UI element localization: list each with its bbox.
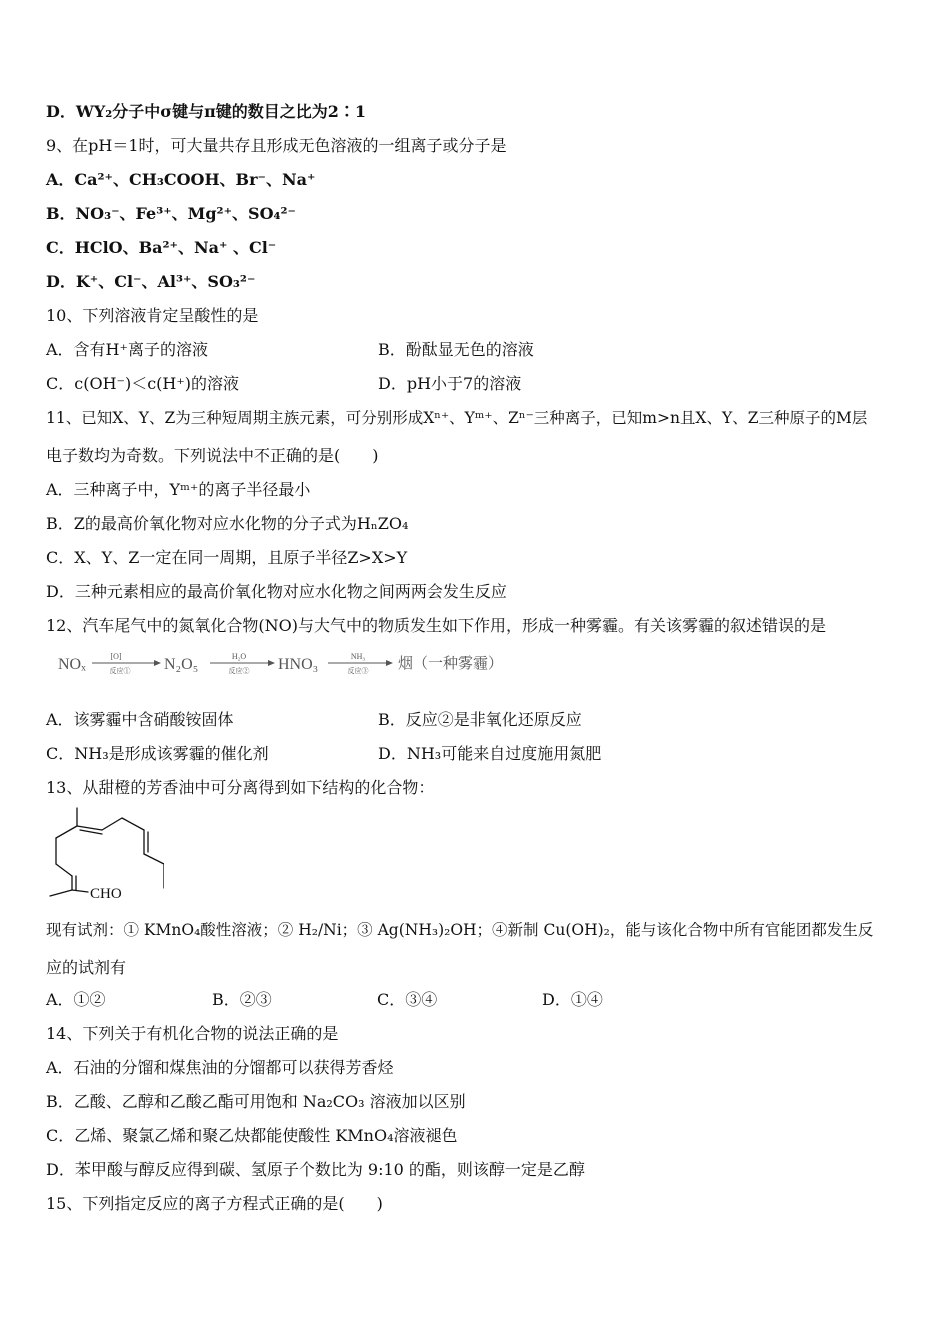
scheme-smog: 烟（一种雾霾） (398, 656, 504, 672)
question-12-option-c: C．NH₃是形成该雾霾的催化剂 (46, 744, 269, 763)
question-9-option-a: A．Ca²⁺、CH₃COOH、Br⁻、Na⁺ (46, 170, 316, 189)
question-10-option-a: A．含有H⁺离子的溶液 (46, 340, 208, 359)
question-13-option-b: B．②③ (212, 990, 272, 1009)
question-12-stem: 12、汽车尾气中的氮氧化合物(NO)与大气中的物质发生如下作用，形成一种雾霾。有关该雾霾的叙述错误的是 (46, 616, 826, 635)
scheme-r1-bottom: 反应① (109, 667, 131, 675)
molecule-structure (44, 806, 164, 916)
scheme-n2o5: N₂O₅ (164, 656, 199, 673)
question-13-option-a: A．①② (46, 990, 106, 1009)
scheme-r2-bottom: 反应② (228, 667, 250, 675)
scheme-hno3: HNO₃ (278, 656, 319, 673)
scheme-r3-bottom: 反应③ (347, 667, 369, 675)
reaction-scheme (58, 650, 528, 676)
question-12-option-d: D．NH₃可能来自过度施用氮肥 (378, 744, 602, 763)
question-13-reagents-line2: 应的试剂有 (46, 958, 127, 977)
question-11-option-d: D．三种元素相应的最高价氧化物对应水化物之间两两会发生反应 (46, 582, 507, 601)
question-13-reagents-line1: 现有试剂：① KMnO₄酸性溶液；② H₂/Ni；③ Ag(NH₃)₂OH；④新制 Cu(OH)₂，能与该化合物中所有官能团都发生反 (46, 921, 874, 939)
aldehyde-label: CHO (90, 886, 122, 902)
question-13-stem: 13、从甜橙的芳香油中可分离得到如下结构的化合物： (46, 778, 435, 797)
question-11-option-b: B．Z的最高价氧化物对应水化物的分子式为HₙZO₄ (46, 514, 409, 533)
question-10-option-d: D．pH小于7的溶液 (378, 374, 522, 393)
question-11-stem-line1: 11、已知X、Y、Z为三种短周期主族元素，可分别形成Xⁿ⁺、Yᵐ⁺、Zⁿ⁻三种离子，已知m>n且X、Y、Z三种原子的M层 (46, 409, 868, 427)
scheme-r3-top: NH₃ (350, 652, 366, 661)
question-15-stem: 15、下列指定反应的离子方程式正确的是( ) (46, 1194, 383, 1213)
question-9-option-c: C．HClO、Ba²⁺、Na⁺ 、Cl⁻ (46, 238, 277, 257)
question-14-option-c: C．乙烯、聚氯乙烯和聚乙炔都能使酸性 KMnO₄溶液褪色 (46, 1126, 458, 1145)
question-14-option-d: D．苯甲酸与醇反应得到碳、氢原子个数比为 9:10 的酯，则该醇一定是乙醇 (46, 1160, 585, 1179)
question-11-option-a: A．三种离子中，Yᵐ⁺的离子半径最小 (46, 480, 311, 499)
question-13-option-c: C．③④ (377, 990, 438, 1009)
question-11-stem-line2: 电子数均为奇数。下列说法中不正确的是( ) (46, 446, 379, 465)
scheme-r2-top: H₂O (231, 652, 247, 661)
question-14-option-b: B．乙酸、乙醇和乙酸乙酯可用饱和 Na₂CO₃ 溶液加以区别 (46, 1092, 466, 1111)
question-12-option-b: B．反应②是非氧化还原反应 (378, 710, 582, 729)
question-14-option-a: A．石油的分馏和煤焦油的分馏都可以获得芳香烃 (46, 1058, 394, 1077)
question-10-option-c: C．c(OH⁻)＜c(H⁺)的溶液 (46, 374, 240, 393)
question-9-option-b: B．NO₃⁻、Fe³⁺、Mg²⁺、SO₄²⁻ (46, 204, 296, 223)
question-9-stem: 9、在pH＝1时，可大量共存且形成无色溶液的一组离子或分子是 (46, 136, 507, 155)
question-10-option-b: B．酚酞显无色的溶液 (378, 340, 534, 359)
question-13-option-d: D．①④ (542, 990, 603, 1009)
question-14-stem: 14、下列关于有机化合物的说法正确的是 (46, 1024, 339, 1043)
question-8-option-d: D．WY₂分子中σ键与π键的数目之比为2∶1 (46, 102, 367, 121)
question-10-stem: 10、下列溶液肯定呈酸性的是 (46, 306, 259, 325)
question-9-option-d: D．K⁺、Cl⁻、Al³⁺、SO₃²⁻ (46, 272, 256, 291)
scheme-r1-top: [O] (110, 652, 122, 661)
question-11-option-c: C．X、Y、Z一定在同一周期，且原子半径Z>X>Y (46, 548, 408, 567)
scheme-nox: NOₓ (58, 656, 86, 673)
question-12-option-a: A．该雾霾中含硝酸铵固体 (46, 710, 234, 729)
